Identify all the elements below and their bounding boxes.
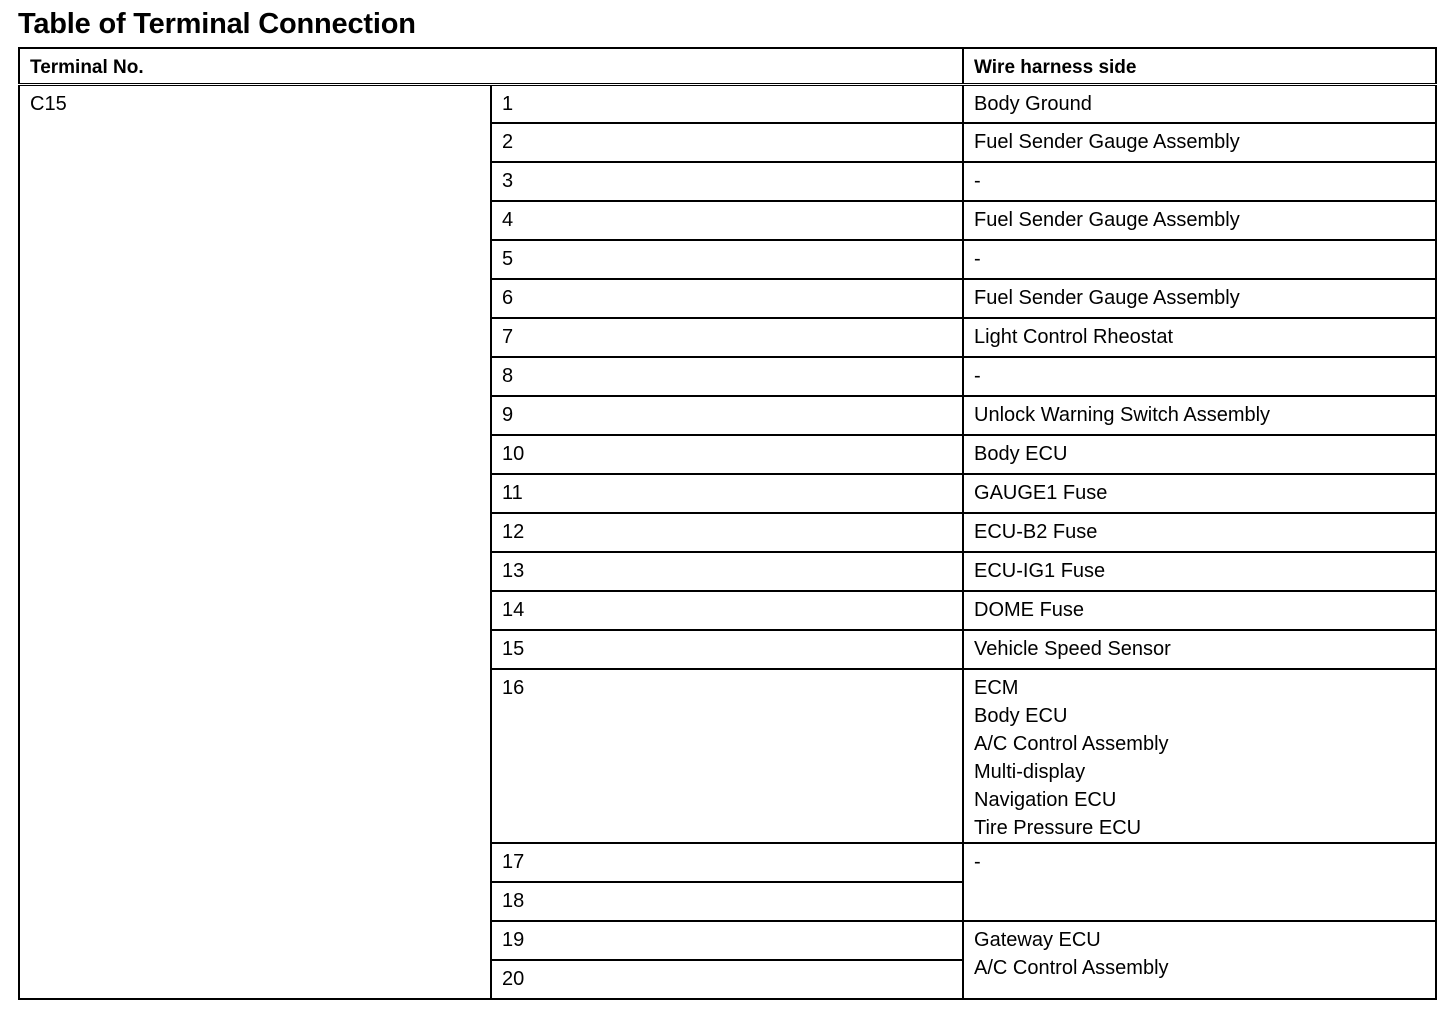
wire-harness-cell — [963, 552, 1436, 591]
pin-cell: 1 — [491, 84, 963, 123]
wire-harness-text: Tire Pressure ECU — [974, 817, 1142, 839]
wire-harness-cell — [963, 84, 1436, 123]
connector-cell: C15 — [19, 84, 491, 999]
header-terminal-no: Terminal No. — [19, 48, 963, 84]
pin-cell: 5 — [491, 240, 963, 279]
wire-harness-text: GAUGE1 Fuse — [974, 482, 1108, 504]
header-wire-harness-side: Wire harness side — [963, 48, 1436, 84]
pin-cell: 20 — [491, 960, 963, 999]
wire-harness-text: Fuel Sender Gauge Assembly — [974, 287, 1240, 309]
pin-cell: 17 — [491, 843, 963, 882]
wire-harness-cell — [963, 630, 1436, 669]
wire-harness-cell — [963, 162, 1436, 201]
pin-cell: 8 — [491, 357, 963, 396]
pin-cell: 16 — [491, 669, 963, 843]
wire-harness-cell — [963, 435, 1436, 474]
wire-harness-text: Vehicle Speed Sensor — [974, 638, 1171, 660]
wire-harness-text: A/C Control Assembly — [974, 957, 1169, 979]
wire-harness-text: - — [974, 170, 981, 192]
wire-harness-text: Gateway ECU — [974, 929, 1101, 951]
wire-harness-text: ECU-B2 Fuse — [974, 521, 1098, 543]
pin-cell: 9 — [491, 396, 963, 435]
wire-harness-cell — [963, 123, 1436, 162]
pin-cell: 19 — [491, 921, 963, 960]
pin-cell: 18 — [491, 882, 963, 921]
pin-cell: 4 — [491, 201, 963, 240]
wire-harness-text: - — [974, 851, 981, 873]
table-header-row — [19, 48, 1436, 84]
wire-harness-cell — [963, 921, 1436, 999]
wire-harness-text: Fuel Sender Gauge Assembly — [974, 209, 1240, 231]
terminal-connection-table — [18, 47, 1437, 1000]
wire-harness-text: - — [974, 248, 981, 270]
wire-harness-text: - — [974, 365, 981, 387]
page-title: Table of Terminal Connection — [18, 8, 416, 40]
wire-harness-text: ECU-IG1 Fuse — [974, 560, 1106, 582]
table-body — [19, 84, 1436, 999]
wire-harness-cell — [963, 669, 1436, 843]
wire-harness-text: ECM — [974, 677, 1019, 699]
wire-harness-cell — [963, 240, 1436, 279]
wire-harness-text: DOME Fuse — [974, 599, 1085, 621]
wire-harness-cell — [963, 357, 1436, 396]
pin-cell: 11 — [491, 474, 963, 513]
wire-harness-text: A/C Control Assembly — [974, 733, 1169, 755]
wire-harness-cell — [963, 513, 1436, 552]
wire-harness-cell — [963, 591, 1436, 630]
pin-cell: 15 — [491, 630, 963, 669]
wire-harness-cell — [963, 843, 1436, 921]
pin-cell: 2 — [491, 123, 963, 162]
wire-harness-text: Multi-display — [974, 761, 1086, 783]
wire-harness-cell — [963, 318, 1436, 357]
table-row — [19, 84, 1436, 123]
pin-cell: 3 — [491, 162, 963, 201]
wire-harness-text: Body Ground — [974, 92, 1092, 115]
wire-harness-cell — [963, 474, 1436, 513]
pin-cell: 13 — [491, 552, 963, 591]
pin-cell: 14 — [491, 591, 963, 630]
pin-cell: 6 — [491, 279, 963, 318]
wire-harness-text: Unlock Warning Switch Assembly — [974, 404, 1271, 426]
pin-cell: 12 — [491, 513, 963, 552]
wire-harness-text: Body ECU — [974, 443, 1068, 465]
wire-harness-text: Light Control Rheostat — [974, 326, 1174, 348]
wire-harness-text: Fuel Sender Gauge Assembly — [974, 131, 1240, 153]
wire-harness-text: Navigation ECU — [974, 789, 1117, 811]
wire-harness-cell — [963, 279, 1436, 318]
wire-harness-cell — [963, 201, 1436, 240]
wire-harness-text: Body ECU — [974, 705, 1068, 727]
pin-cell: 10 — [491, 435, 963, 474]
wire-harness-cell — [963, 396, 1436, 435]
pin-cell: 7 — [491, 318, 963, 357]
